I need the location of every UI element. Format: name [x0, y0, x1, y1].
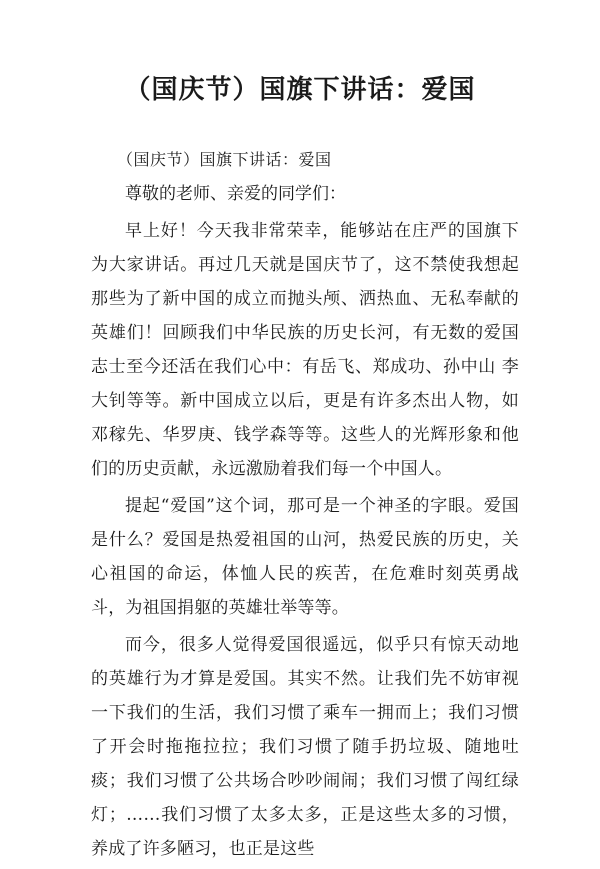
- document-subheading: （国庆节）国旗下讲话：爱国: [117, 150, 332, 169]
- body-paragraph: 而今，很多人觉得爱国很遥远，似乎只有惊天动地的英雄行为才算是爱国。其实不然。让我们先不妨审视一下我们的生活，我们习惯了乘车一拥而上；我们习惯了开会时拖拖拉拉；我们习惯了随手扔垃圾、随地吐痰；我们习惯了公共场合吵吵闹闹；我们习惯了闯红绿灯；……我们习惯了太多太多，正是这些太多的习惯，养成了许多陋习，也正是这些: [91, 635, 519, 859]
- body-paragraph: 提起“爱国”这个词，那可是一个神圣的字眼。爱国是什么？爱国是热爱祖国的山河，热爱民族的历史，关心祖国的命运，体恤人民的疾苦，在危难时刻英勇战斗，为祖国捐躯的英雄壮举等等。: [91, 496, 519, 618]
- body-paragraph: 早上好！今天我非常荣幸，能够站在庄严的国旗下为大家讲话。再过几天就是国庆节了，这不禁使我想起那些为了新中国的成立而抛头颅、洒热血、无私奉献的英雄们！回顾我们中华民族的历史长河，有无数的爱国志士至今还活在我们心中：有岳飞、郑成功、孙中山 李大钊等等。新中国成立以后，更是有许多杰出人物，如邓稼先、华罗庚、钱学森等等。这些人的光辉形象和他们的历史贡献，永远激励着我们每一个中国人。: [91, 221, 519, 479]
- document-title: （国庆节）国旗下讲话：爱国: [124, 75, 476, 105]
- document-body: [91, 149, 519, 869]
- greeting-line: 尊敬的老师、亲爱的同学们：: [125, 184, 346, 204]
